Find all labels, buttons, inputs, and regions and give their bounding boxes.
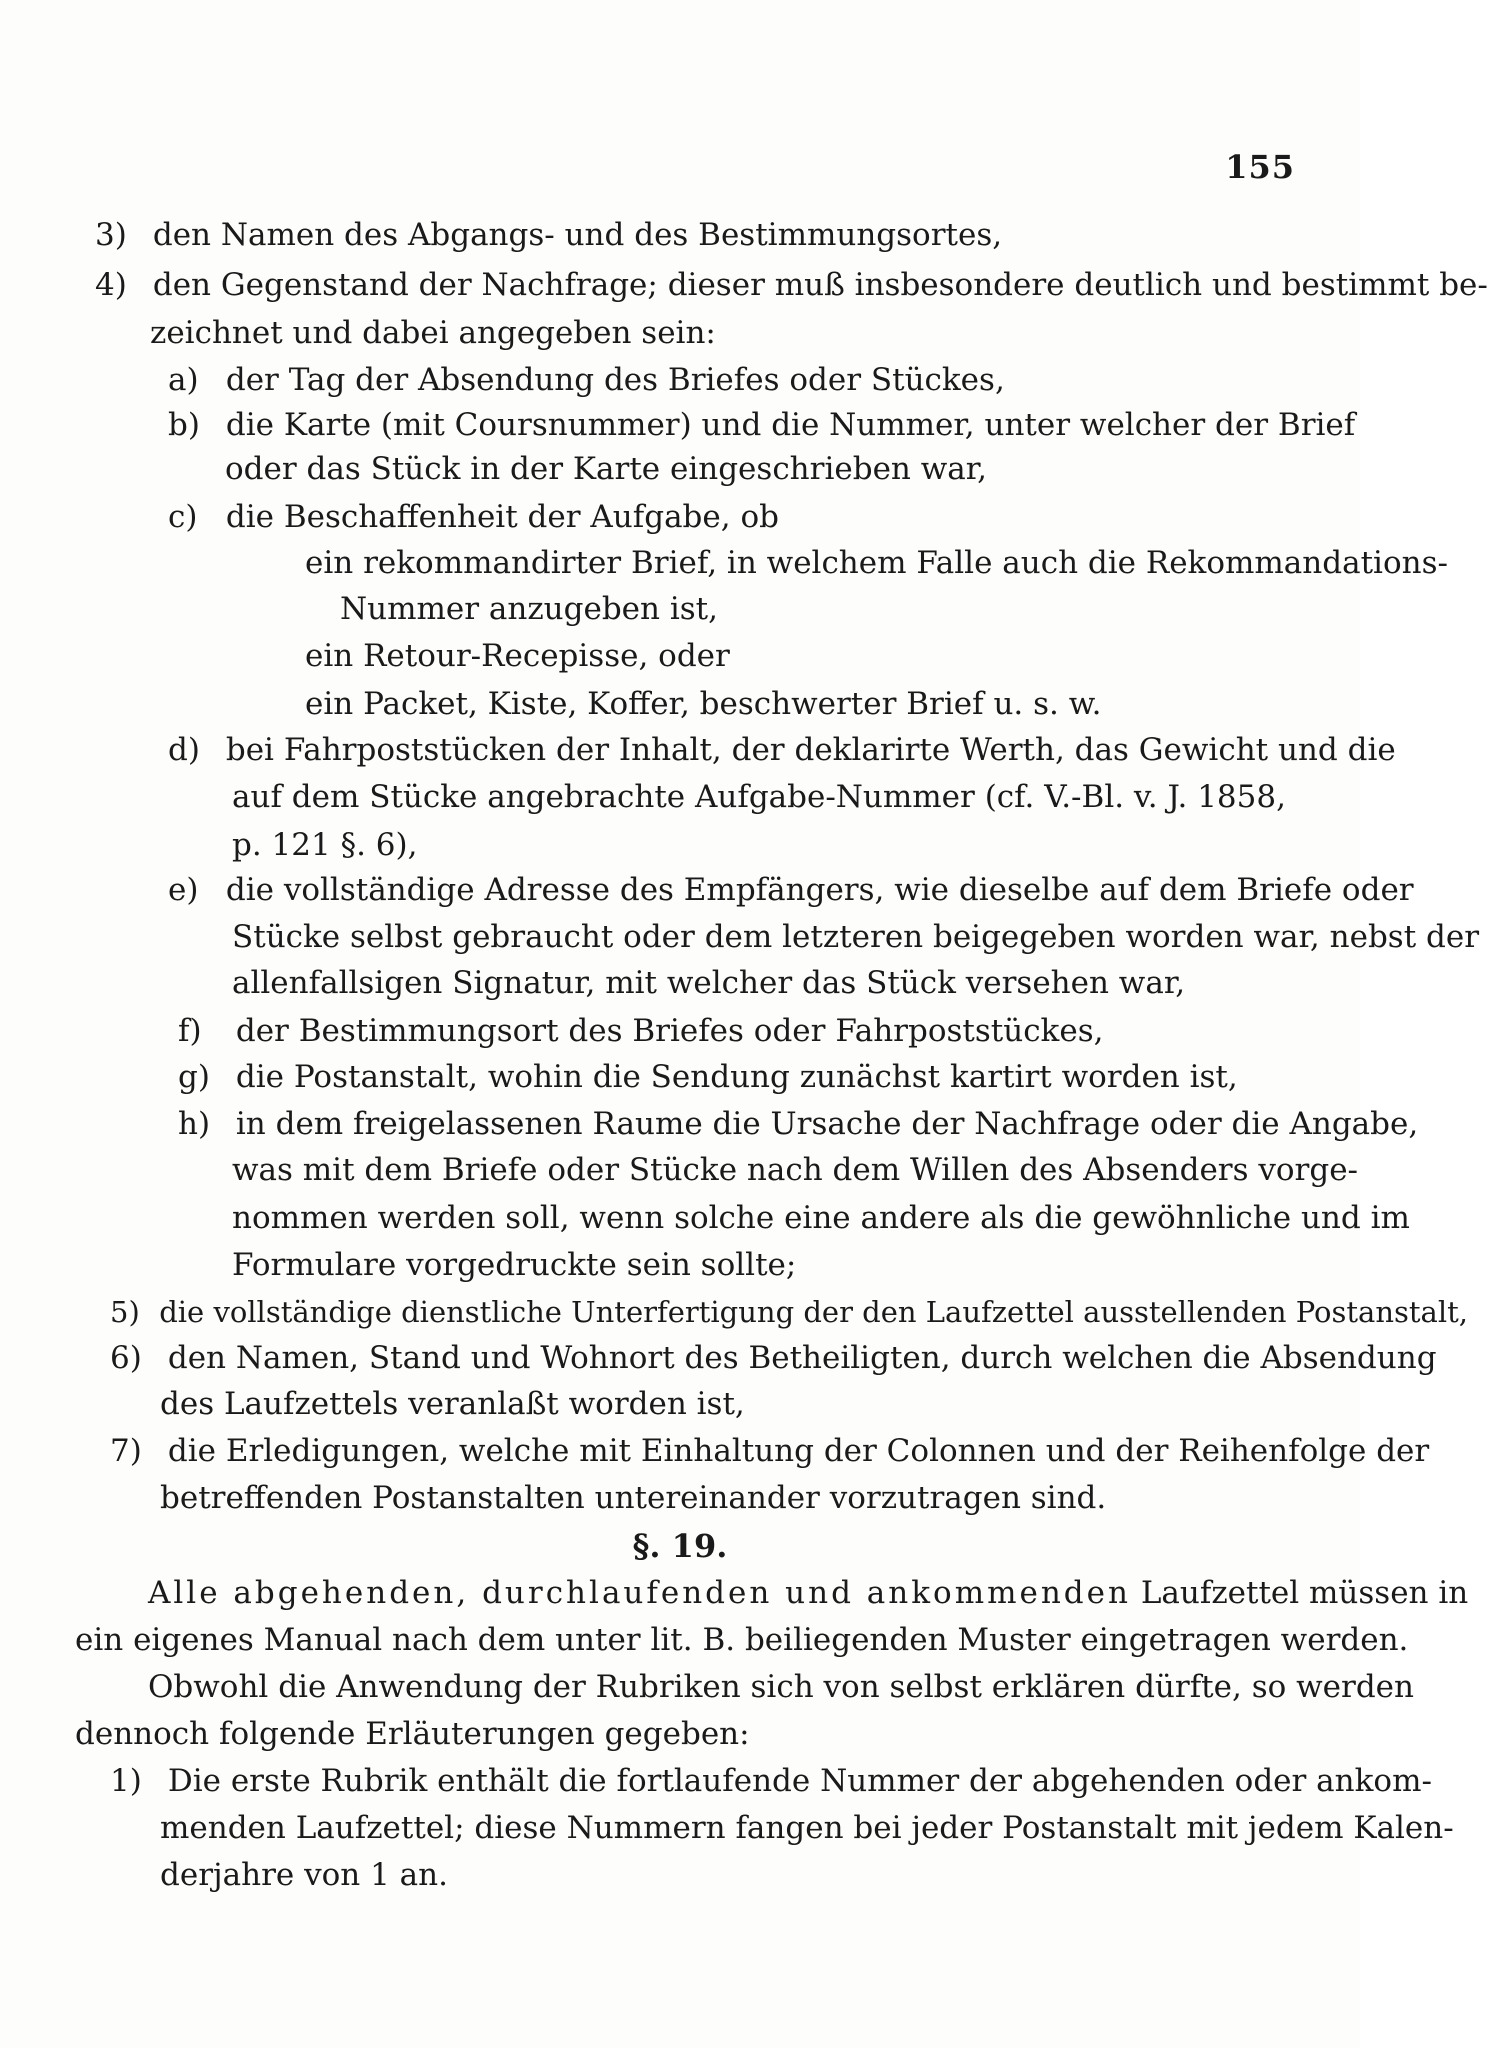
paragraph-text: Laufzettel müssen in xyxy=(1130,1575,1469,1611)
sub-item-d xyxy=(168,730,1396,770)
item-text: den Gegenstand der Nachfrage; dieser muß insbesondere deutlich und bestimmt be- xyxy=(152,267,1488,303)
item-text: die vollständige dienstliche Unterfertigung der den Laufzettel ausstellenden Postanstalt, xyxy=(159,1295,1468,1329)
item-continuation: Formulare vorgedruckte sein sollte; xyxy=(232,1247,797,1283)
item-continuation: auf dem Stücke angebrachte Aufgabe-Nummer (cf. V.-Bl. v. J. 1858, xyxy=(232,779,1286,815)
item-label: g) xyxy=(178,1059,210,1095)
item-continuation: nommen werden soll, wenn solche eine andere als die gewöhnliche und im xyxy=(232,1200,1410,1236)
item-label: f) xyxy=(178,1013,202,1049)
list-item-6 xyxy=(110,1338,1437,1378)
item-continuation: was mit dem Briefe oder Stücke nach dem Willen des Absenders vorge- xyxy=(232,1152,1359,1188)
spaced-text: Alle abgehenden, durchlaufenden und ankommenden xyxy=(148,1575,1131,1611)
paragraph-line: ein eigenes Manual nach dem unter lit. B. beiliegenden Muster eingetragen werden. xyxy=(75,1622,1409,1658)
item-label: c) xyxy=(168,499,198,535)
item-label: h) xyxy=(178,1106,211,1142)
item-label: 7) xyxy=(110,1433,142,1469)
item-text: den Namen, Stand und Wohnort des Betheiligten, durch welchen die Absendung xyxy=(167,1340,1437,1376)
sub-item-h xyxy=(178,1104,1418,1144)
item-continuation: Stücke selbst gebraucht oder dem letzteren beigegeben worden war, nebst der xyxy=(232,919,1480,955)
list-item-5 xyxy=(110,1292,1468,1332)
sub-item-f xyxy=(178,1011,1103,1051)
explanation-item-1 xyxy=(110,1761,1432,1801)
sub-item-b xyxy=(168,405,1355,445)
item-text: die Karte (mit Coursnummer) und die Nummer, unter welcher der Brief xyxy=(225,407,1356,443)
page-number: 155 xyxy=(1225,148,1295,186)
option-line: ein Packet, Kiste, Koffer, beschwerter Brief u. s. w. xyxy=(305,686,1102,722)
item-text: in dem freigelassenen Raume die Ursache der Nachfrage oder die Angabe, xyxy=(235,1106,1419,1142)
item-label: e) xyxy=(168,872,199,908)
paragraph-line: Obwohl die Anwendung der Rubriken sich von selbst erklären dürfte, so werden xyxy=(148,1669,1414,1705)
list-item-4 xyxy=(95,265,1488,305)
section-heading: §. 19. xyxy=(632,1527,728,1565)
option-line: ein rekommandirter Brief, in welchem Falle auch die Rekommandations- xyxy=(305,545,1448,581)
item-label: 1) xyxy=(110,1763,142,1799)
item-text: der Bestimmungsort des Briefes oder Fahrpoststückes, xyxy=(235,1013,1104,1049)
option-line: ein Retour-Recepisse, oder xyxy=(305,638,730,674)
item-label: 4) xyxy=(95,267,127,303)
item-continuation: des Laufzettels veranlaßt worden ist, xyxy=(160,1386,745,1422)
item-text: die Postanstalt, wohin die Sendung zunächst kartirt worden ist, xyxy=(235,1059,1238,1095)
sub-item-g xyxy=(178,1057,1238,1097)
item-continuation: p. 121 §. 6), xyxy=(232,827,418,863)
item-text: den Namen des Abgangs- und des Bestimmungsortes, xyxy=(152,217,1003,253)
item-continuation: betreffenden Postanstalten untereinander vorzutragen sind. xyxy=(160,1480,1107,1516)
paragraph-line: dennoch folgende Erläuterungen gegeben: xyxy=(75,1716,750,1752)
sub-item-e xyxy=(168,870,1414,910)
item-continuation: allenfallsigen Signatur, mit welcher das Stück versehen war, xyxy=(232,965,1186,1001)
item-continuation: derjahre von 1 an. xyxy=(160,1857,448,1893)
option-line: Nummer anzugeben ist, xyxy=(340,591,718,627)
paragraph-line xyxy=(148,1573,1468,1613)
list-item-7 xyxy=(110,1431,1429,1471)
item-label: d) xyxy=(168,732,200,768)
item-continuation: menden Laufzettel; diese Nummern fangen bei jeder Postanstalt mit jedem Kalen- xyxy=(160,1810,1454,1846)
sub-item-c xyxy=(168,497,779,537)
item-label: 6) xyxy=(110,1340,142,1376)
item-text: der Tag der Absendung des Briefes oder Stückes, xyxy=(225,362,1005,398)
item-text: die Erledigungen, welche mit Einhaltung der Colonnen und der Reihenfolge der xyxy=(167,1433,1430,1469)
item-label: 3) xyxy=(95,217,127,253)
item-label: 5) xyxy=(110,1295,140,1329)
item-text: die vollständige Adresse des Empfängers, wie dieselbe auf dem Briefe oder xyxy=(225,872,1414,908)
item-label: b) xyxy=(168,407,200,443)
sub-item-a xyxy=(168,360,1005,400)
item-text: bei Fahrpoststücken der Inhalt, der deklarirte Werth, das Gewicht und die xyxy=(225,732,1396,768)
item-text: Die erste Rubrik enthält die fortlaufende Nummer der abgehenden oder ankom- xyxy=(167,1763,1432,1799)
item-continuation: oder das Stück in der Karte eingeschrieben war, xyxy=(225,451,988,487)
item-text: die Beschaffenheit der Aufgabe, ob xyxy=(225,499,779,535)
item-label: a) xyxy=(168,362,199,398)
item-continuation: zeichnet und dabei angegeben sein: xyxy=(150,315,716,351)
list-item-3 xyxy=(95,215,1002,255)
